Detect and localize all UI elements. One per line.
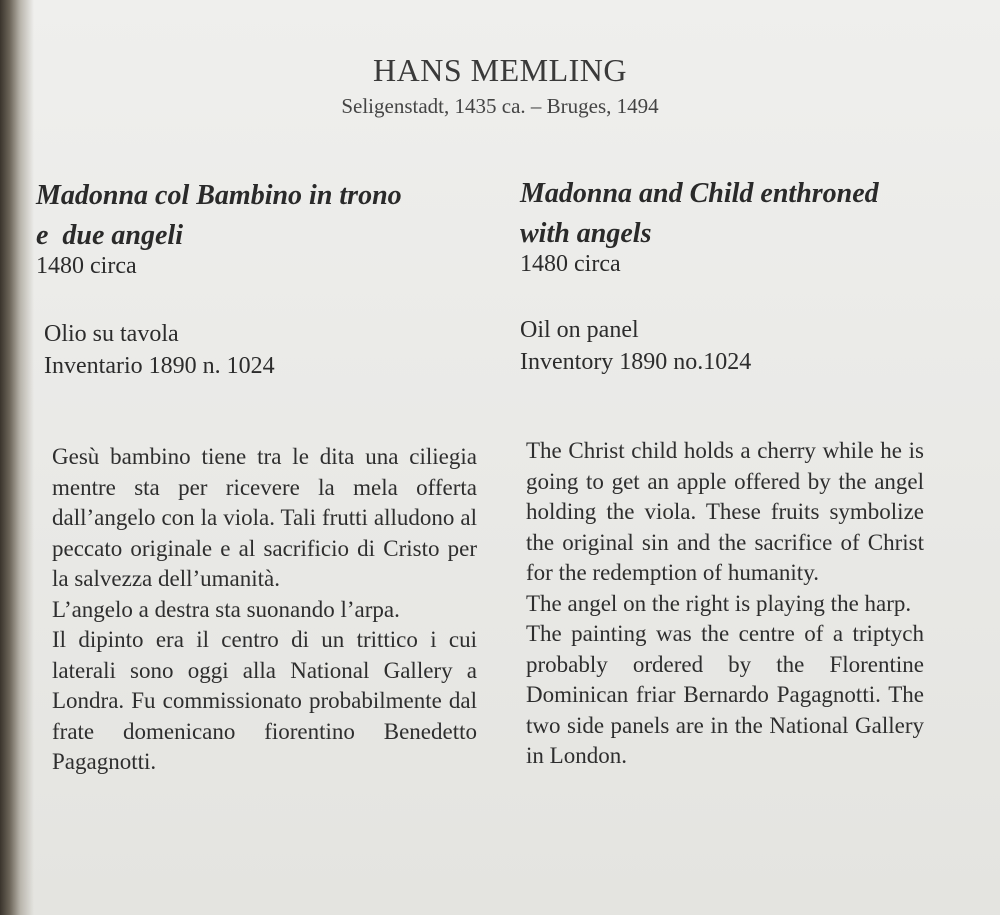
italian-paragraph: Il dipinto era il centro di un trittico i cui laterali sono oggi alla National Gallery a Londra. Fu commissionato probabilmente dal frate domenicano fiorentino Benedetto Pagagnotti. (52, 627, 477, 774)
english-title-line1: Madonna and Child enthroned (520, 178, 879, 209)
italian-paragraph: L’angelo a destra sta suonando l’arpa. (52, 596, 400, 622)
italian-inventory: Inventario 1890 n. 1024 (44, 353, 275, 379)
italian-title-block (36, 176, 476, 282)
english-date: 1480 circa (520, 251, 621, 277)
artist-dates: Seligenstadt, 1435 ca. – Bruges, 1494 (341, 94, 659, 118)
italian-date: 1480 circa (36, 253, 137, 279)
italian-details (44, 318, 484, 382)
italian-paragraph: Gesù bambino tiene tra le dita una ciliegia mentre sta per ricevere la mela offerta dall’angelo con la viola. Tali frutti alludono al peccato originale e al sacrificio di Cristo per la salvezza dell’umanità. (52, 444, 477, 591)
english-medium: Oil on panel (520, 317, 639, 343)
italian-description (52, 442, 477, 778)
artist-name: HANS MEMLING (373, 52, 627, 88)
english-paragraph: The painting was the centre of a triptych probably ordered by the Florentine Dominican friar Bernardo Pagagnotti. The two side panels are in the National Gallery in London. (526, 621, 924, 768)
english-inventory: Inventory 1890 no.1024 (520, 349, 752, 375)
english-details (520, 314, 925, 378)
italian-medium: Olio su tavola (44, 321, 179, 347)
english-description (526, 436, 924, 772)
english-paragraph: The angel on the right is playing the harp. (526, 590, 912, 616)
italian-title-line2: e due angeli (36, 220, 183, 251)
italian-title-line1: Madonna col Bambino in trono (36, 180, 402, 211)
english-title-line2: with angels (520, 218, 652, 249)
english-title-block (520, 174, 925, 280)
english-paragraph: The Christ child holds a cherry while he is going to get an apple offered by the angel holding the viola. These fruits symbolize the original sin and the sacrifice of Christ for the redemption of humanity. (526, 438, 924, 585)
